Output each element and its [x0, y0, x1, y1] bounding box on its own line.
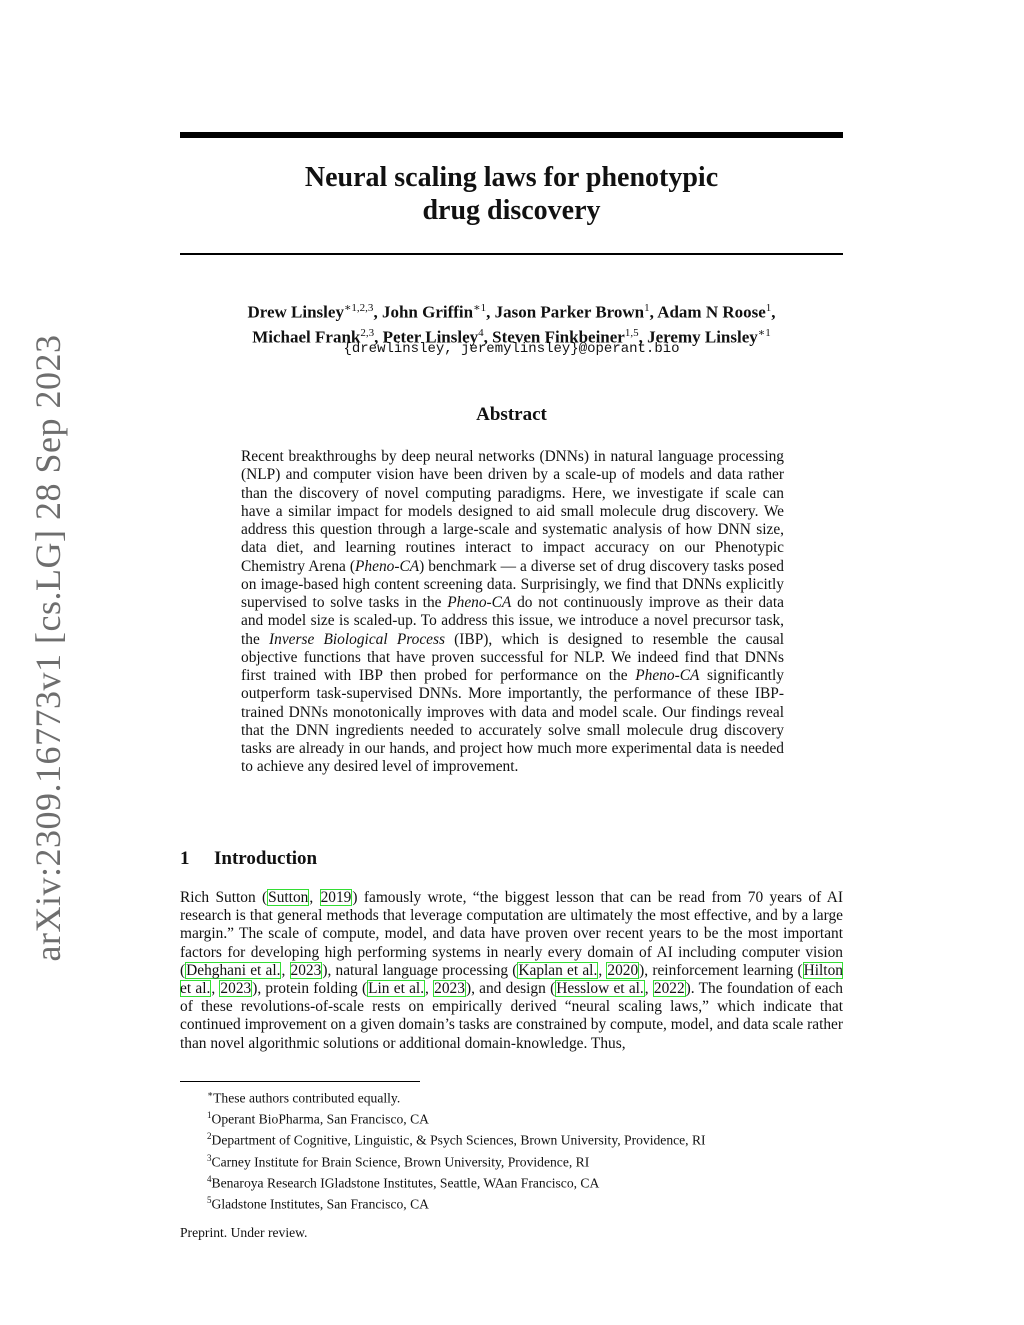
footnote-text: Benaroya Research IGladstone Institutes, Seattle, WAan Francisco, CA — [211, 1175, 600, 1191]
abstract-text-run: do not continuously improve as their data and model size is scaled-up. To address this issue, we introduce a novel precursor task, the — [241, 594, 784, 648]
author-separator: , — [771, 302, 776, 322]
citation-link[interactable]: Lin et al. — [368, 980, 425, 998]
author-name: Jeremy Linsley — [647, 327, 758, 347]
author-separator: , — [374, 327, 383, 347]
intro-text-run: ), protein folding ( — [252, 980, 368, 998]
citation-link[interactable]: Kaplan et al. — [518, 961, 598, 979]
footnote-mark: 5 — [207, 1195, 212, 1206]
author-name: Steven Finkbeiner — [492, 327, 625, 347]
footnote-item — [207, 1107, 843, 1128]
footnotes — [207, 1086, 843, 1213]
author-affiliation-mark: 1 — [765, 302, 772, 314]
intro-text-run: ), and design ( — [465, 980, 556, 998]
footnote-item — [207, 1086, 843, 1107]
intro-text-run: Rich Sutton ( — [180, 889, 268, 906]
author-separator: , — [483, 327, 493, 347]
intro-text-run: ), natural language processing ( — [322, 961, 518, 979]
author-affiliation-mark: 1 — [644, 302, 650, 314]
author-name: Michael Frank — [252, 327, 361, 347]
abstract-emphasis: Inverse Biological Process — [269, 630, 445, 648]
abstract-text-run: (IBP), which is designed to resemble the causal objective functions that have proven successful for NLP. We indeed find that DNNs first trained with IBP then probed for performance on the — [241, 630, 784, 684]
section-heading-introduction — [180, 848, 317, 870]
paper-title — [180, 161, 843, 227]
author-affiliation-mark: ∗1 — [757, 326, 771, 339]
author-affiliation-mark: ∗1 — [473, 302, 487, 314]
citation-link[interactable]: 2023 — [434, 980, 465, 998]
introduction-text — [180, 889, 843, 1053]
section-title: Introduction — [214, 848, 318, 869]
abstract-text-run: Recent breakthroughs by deep neural networks (DNNs) in natural language processing (NLP) and computer vision have been driven by a scale-up of models and data rather than the discovery of novel computing paradigms. Here, we investigate if scale can have a similar impact for models designed to aid small molecule drug discovery. We address this question through a large-scale and systematic analysis of how DNN size, data diet, and learning routines interact to impact accuracy on our Phenotypic Chemistry Arena ( — [241, 448, 784, 575]
author-separator: , — [649, 302, 658, 322]
intro-text-run: , — [644, 980, 653, 998]
intro-text-run: , — [598, 961, 607, 979]
footnote-mark: ∗ — [207, 1089, 214, 1099]
author-separator: , — [638, 327, 648, 347]
abstract-text-run: ) benchmark — a diverse set of drug discovery tasks posed on image-based high content screening data. Surprisingly, we find that DNNs explicitly supervised to solve tasks in the — [241, 557, 784, 611]
section-number: 1 — [180, 848, 190, 869]
title-line-1: Neural scaling laws for phenotypic — [304, 162, 719, 193]
abstract-text — [241, 448, 784, 777]
abstract-text-run: significantly outperform task-supervised DNNs. More importantly, the performance of these IBP-trained DNNs monotonically improves with data and model scale. Our findings reveal that the DNN ingredients needed to accurately solve small molecule drug discovery tasks are already in our hands, and project how much more experimental data is needed to achieve any desired level of improvement. — [241, 667, 784, 776]
arxiv-identifier: arXiv:2309.16773v1 [cs.LG] 28 Sep 2023 — [28, 334, 68, 962]
citation-link[interactable]: Dehghani et al. — [186, 961, 281, 979]
arxiv-sidebar — [28, 0, 68, 1325]
intro-text-run: , — [425, 980, 434, 998]
citation-link[interactable]: 2019 — [320, 889, 352, 906]
citation-link[interactable]: 2023 — [290, 961, 322, 979]
author-separator: , — [486, 302, 495, 322]
title-rule-top — [180, 132, 843, 138]
intro-text-run: , — [309, 889, 320, 906]
footnote-mark: 4 — [207, 1173, 212, 1184]
intro-text-run: , — [211, 980, 220, 998]
author-affiliation-mark: 1,5 — [624, 326, 639, 339]
intro-text-run: ) famously wrote, “the biggest lesson that can be read from 70 years of AI research is that general methods that leverage computation are ultimately the most effective, and by a large margin.” The scale of compute, model, and data have proven over recent years to be the most important factors for developing high performing systems in nearly every domain of AI including computer vision ( — [180, 889, 843, 979]
intro-text-run: , — [281, 961, 290, 979]
author-affiliation-mark: ∗1,2,3 — [343, 302, 374, 314]
author-affiliation-mark: 4 — [478, 326, 484, 339]
citation-link[interactable]: Hilton et al. — [180, 961, 843, 998]
footnote-mark: 2 — [207, 1131, 212, 1142]
footnote-text: These authors contributed equally. — [213, 1090, 401, 1106]
author-separator: , — [373, 302, 382, 322]
abstract-heading: Abstract — [476, 404, 547, 425]
footnote-text: Gladstone Institutes, San Francisco, CA — [211, 1196, 429, 1212]
footnote-mark: 1 — [207, 1110, 212, 1121]
footnote-item — [207, 1128, 843, 1149]
abstract-emphasis: Pheno-CA — [355, 557, 420, 575]
author-name: Drew Linsley — [247, 302, 344, 322]
footnote-item — [207, 1150, 843, 1171]
abstract-emphasis: Pheno-CA — [447, 594, 512, 611]
author-name: Adam N Roose — [657, 302, 766, 322]
footnote-text: Carney Institute for Brain Science, Brown University, Providence, RI — [211, 1154, 590, 1170]
footnote-text: Department of Cognitive, Linguistic, & Psych Sciences, Brown University, Providence, RI — [211, 1133, 706, 1148]
footnote-rule — [180, 1081, 420, 1082]
citation-link[interactable]: 2022 — [653, 980, 685, 998]
footnote-text: Operant BioPharma, San Francisco, CA — [211, 1111, 429, 1127]
footnote-mark: 3 — [207, 1152, 212, 1163]
title-line-2: drug discovery — [422, 195, 601, 226]
abstract-emphasis: Pheno-CA — [635, 667, 700, 684]
footnote-item — [207, 1171, 843, 1192]
intro-text-run: ), reinforcement learning ( — [639, 961, 803, 979]
title-rule-bottom — [180, 253, 843, 255]
author-line-1 — [180, 298, 843, 323]
citation-link[interactable]: Hesslow et al. — [556, 980, 644, 998]
author-affiliation-mark: 2,3 — [360, 326, 375, 339]
intro-text-run: ). The foundation of each of these revolutions-of-scale rests on empirically derived “neural scaling laws,” which indicate that continued improvement on a given domain’s tasks are constrained by compute, model, and data scale rather than novel algorithmic solutions or additional domain-knowledge. Thus, — [180, 980, 843, 1052]
author-name: Peter Linsley — [382, 327, 479, 347]
preprint-notice: Preprint. Under review. — [180, 1225, 308, 1240]
author-name: John Griffin — [381, 302, 474, 322]
citation-link[interactable]: 2020 — [607, 961, 639, 979]
citation-link[interactable]: 2023 — [220, 980, 252, 998]
footnote-item — [207, 1192, 843, 1213]
author-name: Jason Parker Brown — [494, 302, 645, 322]
contact-email[interactable]: {drewlinsley, jeremylinsley}@operant.bio — [343, 341, 680, 357]
citation-link[interactable]: Sutton — [268, 889, 309, 906]
